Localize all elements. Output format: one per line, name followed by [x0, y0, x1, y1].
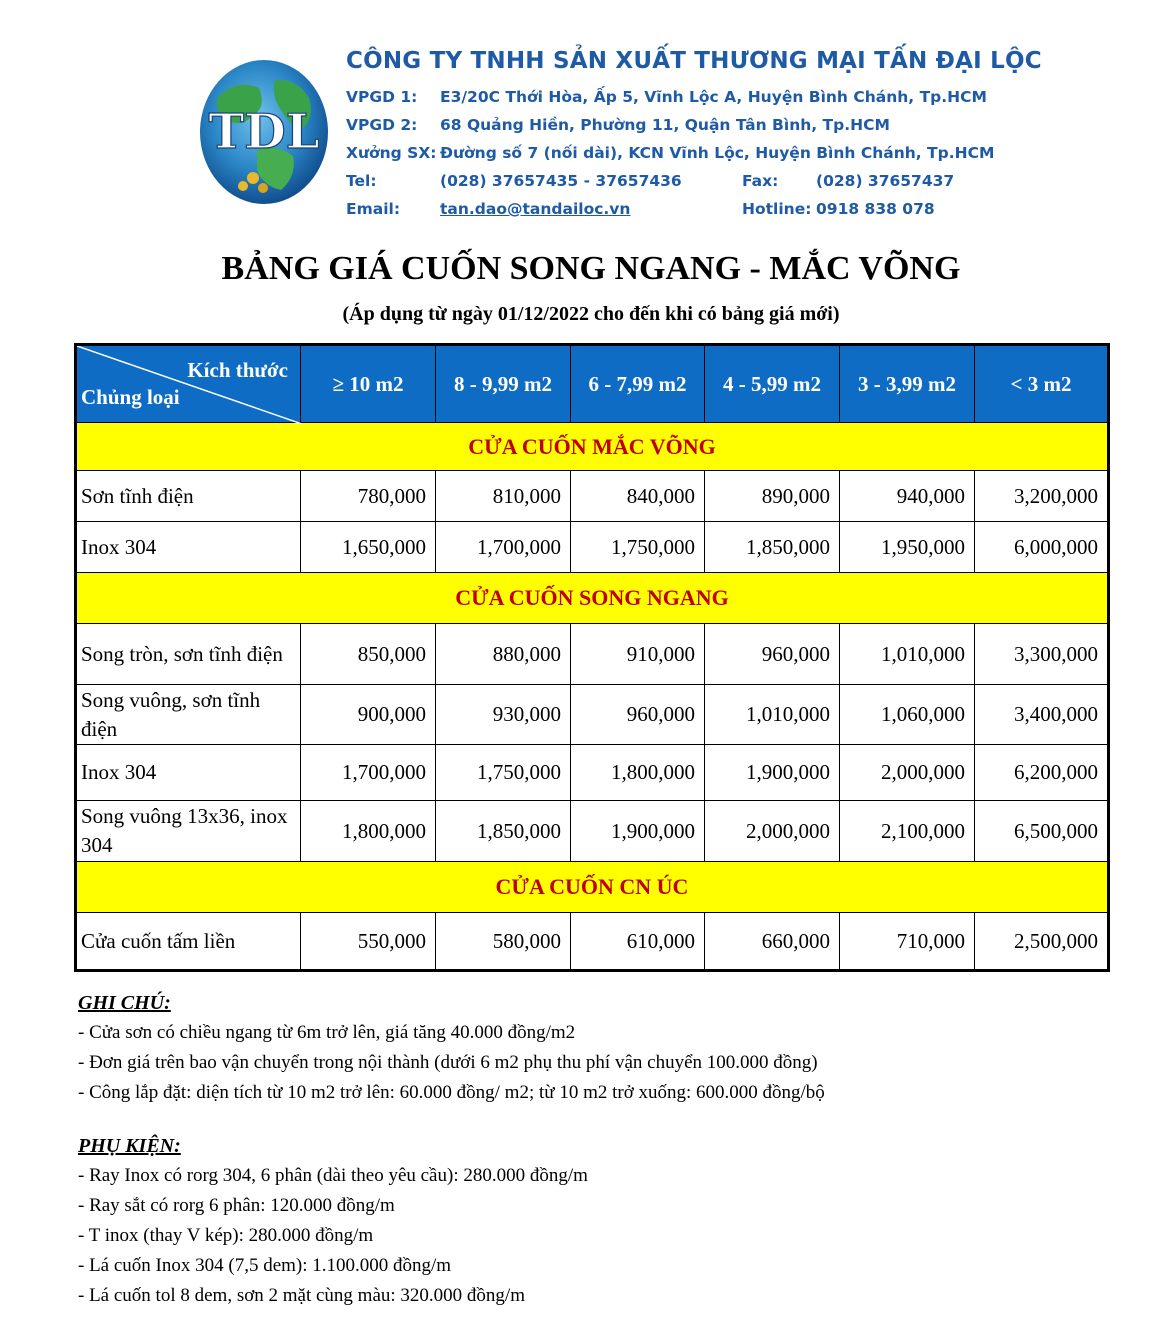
price-cell: 6,500,000: [975, 801, 1109, 862]
svg-text:TDL: TDL: [208, 104, 320, 160]
price-table: [74, 343, 1110, 972]
notes-section: [78, 988, 825, 1108]
page-title: BẢNG GIÁ CUỐN SONG NGANG - MẮC VÕNG: [221, 250, 961, 287]
price-cell: 890,000: [705, 471, 840, 522]
table-row: [76, 685, 1109, 745]
price-cell: 1,900,000: [705, 745, 840, 801]
note-item: - Cửa sơn có chiều ngang từ 6m trở lên, giá tăng 40.000 đồng/m2: [78, 1022, 576, 1043]
product-name: Cửa cuốn tấm liền: [76, 913, 301, 971]
price-cell: 1,650,000: [301, 522, 436, 573]
price-cell: 960,000: [571, 685, 705, 745]
fax-value: (028) 37657437: [816, 172, 955, 190]
company-info: [346, 48, 1126, 218]
hotline-value: 0918 838 078: [816, 200, 935, 218]
price-cell: 1,800,000: [571, 745, 705, 801]
accessory-item: - Ray sắt có rorg 6 phân: 120.000 đồng/m: [78, 1195, 395, 1216]
section-row: [76, 573, 1109, 624]
price-cell: 2,100,000: [840, 801, 975, 862]
price-cell: 940,000: [840, 471, 975, 522]
section-title: CỬA CUỐN SONG NGANG: [76, 573, 1109, 624]
section-title: CỬA CUỐN CN ÚC: [76, 862, 1109, 913]
column-header: 6 - 7,99 m2: [571, 345, 705, 423]
hotline-label: Hotline:: [742, 200, 812, 218]
factory-label: Xưởng SX:: [346, 144, 437, 162]
factory-address: Đường số 7 (nối dài), KCN Vĩnh Lộc, Huyện Bình Chánh, Tp.HCM: [440, 144, 995, 162]
price-cell: 1,750,000: [436, 745, 571, 801]
price-cell: 1,010,000: [705, 685, 840, 745]
tel-label: Tel:: [346, 172, 377, 190]
product-name: Song vuông, sơn tĩnh điện: [76, 685, 301, 745]
price-cell: 3,400,000: [975, 685, 1109, 745]
section-row: [76, 862, 1109, 913]
company-name: CÔNG TY TNHH SẢN XUẤT THƯƠNG MẠI TẤN ĐẠI LỘC: [346, 48, 1042, 74]
price-cell: 660,000: [705, 913, 840, 971]
price-cell: 930,000: [436, 685, 571, 745]
table-row: [76, 745, 1109, 801]
price-cell: 6,000,000: [975, 522, 1109, 573]
table-row: [76, 801, 1109, 862]
price-cell: 780,000: [301, 471, 436, 522]
note-item: - Công lắp đặt: diện tích từ 10 m2 trở lên: 60.000 đồng/ m2; từ 10 m2 trở xuống: 600.000 đồng/bộ: [78, 1082, 825, 1103]
product-name: Sơn tĩnh điện: [76, 471, 301, 522]
price-cell: 3,300,000: [975, 624, 1109, 685]
table-row: [76, 624, 1109, 685]
price-cell: 3,200,000: [975, 471, 1109, 522]
product-name: Inox 304: [76, 745, 301, 801]
note-item: - Đơn giá trên bao vận chuyển trong nội thành (dưới 6 m2 phụ thu phí vận chuyển 100.000 đồng): [78, 1052, 818, 1073]
price-cell: 550,000: [301, 913, 436, 971]
column-header: 3 - 3,99 m2: [840, 345, 975, 423]
price-cell: 960,000: [705, 624, 840, 685]
table-row: [76, 522, 1109, 573]
price-cell: 810,000: [436, 471, 571, 522]
price-cell: 1,700,000: [436, 522, 571, 573]
column-header: 8 - 9,99 m2: [436, 345, 571, 423]
fax-label: Fax:: [742, 172, 779, 190]
company-logo: [197, 58, 331, 206]
price-cell: 1,010,000: [840, 624, 975, 685]
office-1-address: E3/20C Thới Hòa, Ấp 5, Vĩnh Lộc A, Huyện Bình Chánh, Tp.HCM: [440, 88, 987, 106]
price-cell: 1,850,000: [705, 522, 840, 573]
price-cell: 2,000,000: [705, 801, 840, 862]
price-cell: 850,000: [301, 624, 436, 685]
price-cell: 6,200,000: [975, 745, 1109, 801]
page-subtitle: (Áp dụng từ ngày 01/12/2022 cho đến khi có bảng giá mới): [342, 303, 840, 325]
table-row: [76, 471, 1109, 522]
price-cell: 710,000: [840, 913, 975, 971]
office-2-label: VPGD 2:: [346, 116, 418, 134]
section-title: CỬA CUỐN MẮC VÕNG: [76, 423, 1109, 471]
notes-heading: GHI CHÚ:: [78, 992, 171, 1014]
accessory-item: - Ray Inox có rorg 304, 6 phân (dài theo yêu cầu): 280.000 đồng/m: [78, 1165, 588, 1186]
price-cell: 1,800,000: [301, 801, 436, 862]
column-header: ≥ 10 m2: [301, 345, 436, 423]
table-header-row: [76, 345, 1109, 423]
product-name: Inox 304: [76, 522, 301, 573]
product-name: Song vuông 13x36, inox 304: [76, 801, 301, 862]
price-cell: 880,000: [436, 624, 571, 685]
office-1-label: VPGD 1:: [346, 88, 418, 106]
price-cell: 580,000: [436, 913, 571, 971]
table-row: [76, 913, 1109, 971]
type-header-label: Chủng loại: [81, 385, 180, 409]
price-cell: 2,000,000: [840, 745, 975, 801]
price-cell: 910,000: [571, 624, 705, 685]
price-cell: 1,850,000: [436, 801, 571, 862]
price-cell: 900,000: [301, 685, 436, 745]
corner-header: [76, 345, 301, 423]
email-label: Email:: [346, 200, 401, 218]
office-2-address: 68 Quảng Hiền, Phường 11, Quận Tân Bình, Tp.HCM: [440, 116, 890, 134]
product-name: Song tròn, sơn tĩnh điện: [76, 624, 301, 685]
email-link[interactable]: tan.dao@tandailoc.vn: [440, 200, 631, 218]
price-cell: 840,000: [571, 471, 705, 522]
price-cell: 1,060,000: [840, 685, 975, 745]
tel-value: (028) 37657435 - 37657436: [440, 172, 682, 190]
accessories-heading: PHỤ KIỆN:: [78, 1135, 181, 1157]
price-cell: 1,900,000: [571, 801, 705, 862]
section-row: [76, 423, 1109, 471]
size-header-label: Kích thước: [187, 358, 288, 382]
price-cell: 1,750,000: [571, 522, 705, 573]
column-header: < 3 m2: [975, 345, 1109, 423]
price-cell: 2,500,000: [975, 913, 1109, 971]
accessory-item: - T inox (thay V kép): 280.000 đồng/m: [78, 1225, 374, 1246]
price-cell: 1,700,000: [301, 745, 436, 801]
accessory-item: - Lá cuốn tol 8 dem, sơn 2 mặt cùng màu: 320.000 đồng/m: [78, 1285, 525, 1306]
accessory-item: - Lá cuốn Inox 304 (7,5 dem): 1.100.000 đồng/m: [78, 1255, 452, 1276]
accessories-section: [78, 1131, 588, 1311]
column-header: 4 - 5,99 m2: [705, 345, 840, 423]
price-cell: 1,950,000: [840, 522, 975, 573]
price-cell: 610,000: [571, 913, 705, 971]
